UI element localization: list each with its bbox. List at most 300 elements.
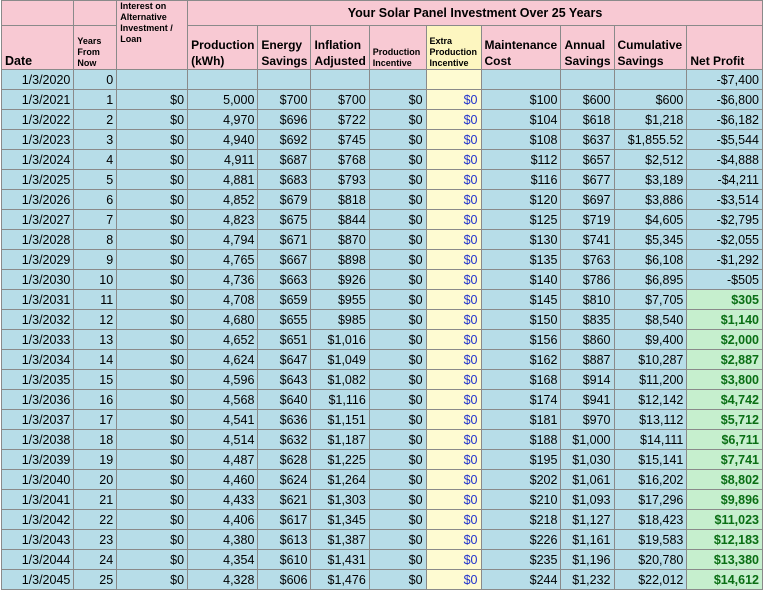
cell-interest[interactable]: $0 — [117, 130, 188, 150]
cell-date[interactable]: 1/3/2024 — [2, 150, 74, 170]
header-maintenance-cost[interactable] — [481, 26, 561, 70]
cell-production[interactable]: 4,460 — [188, 470, 258, 490]
cell-date[interactable]: 1/3/2042 — [2, 510, 74, 530]
cell-net-profit[interactable]: $9,896 — [687, 490, 763, 510]
cell-net-profit[interactable]: -$4,888 — [687, 150, 763, 170]
cell-years[interactable]: 19 — [74, 450, 117, 470]
cell-production[interactable]: 4,852 — [188, 190, 258, 210]
cell-energy-savings[interactable]: $679 — [258, 190, 311, 210]
cell-energy-savings[interactable]: $621 — [258, 490, 311, 510]
cell-maintenance-cost[interactable]: $104 — [481, 110, 561, 130]
cell-interest[interactable]: $0 — [117, 510, 188, 530]
cell-interest[interactable]: $0 — [117, 90, 188, 110]
cell-production[interactable]: 4,514 — [188, 430, 258, 450]
cell-production-incentive[interactable]: $0 — [369, 550, 426, 570]
cell-net-profit[interactable]: $2,000 — [687, 330, 763, 350]
cell-interest[interactable] — [117, 70, 188, 90]
cell-years[interactable]: 10 — [74, 270, 117, 290]
cell-maintenance-cost[interactable]: $150 — [481, 310, 561, 330]
cell-inflation-adjusted[interactable]: $985 — [311, 310, 369, 330]
cell-maintenance-cost[interactable]: $116 — [481, 170, 561, 190]
cell-production-incentive[interactable]: $0 — [369, 450, 426, 470]
cell-maintenance-cost[interactable]: $108 — [481, 130, 561, 150]
header-net-profit[interactable] — [687, 26, 763, 70]
cell-maintenance-cost[interactable]: $120 — [481, 190, 561, 210]
cell-production-incentive[interactable]: $0 — [369, 490, 426, 510]
cell-net-profit[interactable]: $1,140 — [687, 310, 763, 330]
cell-production[interactable]: 4,652 — [188, 330, 258, 350]
cell-maintenance-cost[interactable]: $112 — [481, 150, 561, 170]
cell-production[interactable]: 4,765 — [188, 250, 258, 270]
cell-energy-savings[interactable]: $683 — [258, 170, 311, 190]
cell-date[interactable]: 1/3/2023 — [2, 130, 74, 150]
cell-annual-savings[interactable]: $1,161 — [561, 530, 614, 550]
cell-years[interactable]: 5 — [74, 170, 117, 190]
cell-cumulative-savings[interactable] — [614, 70, 687, 90]
cell-extra-incentive[interactable]: $0 — [426, 130, 481, 150]
cell-inflation-adjusted[interactable]: $793 — [311, 170, 369, 190]
header-extra-production-incentive[interactable] — [426, 26, 481, 70]
cell-inflation-adjusted[interactable]: $1,387 — [311, 530, 369, 550]
cell-energy-savings[interactable]: $687 — [258, 150, 311, 170]
cell-annual-savings[interactable]: $1,030 — [561, 450, 614, 470]
cell-years[interactable]: 0 — [74, 70, 117, 90]
cell-net-profit[interactable]: $12,183 — [687, 530, 763, 550]
cell-inflation-adjusted[interactable]: $844 — [311, 210, 369, 230]
cell-date[interactable]: 1/3/2045 — [2, 570, 74, 590]
cell-production-incentive[interactable]: $0 — [369, 430, 426, 450]
cell-annual-savings[interactable]: $1,093 — [561, 490, 614, 510]
cell-extra-incentive[interactable] — [426, 70, 481, 90]
cell-maintenance-cost[interactable]: $135 — [481, 250, 561, 270]
cell-net-profit[interactable]: $8,802 — [687, 470, 763, 490]
cell-energy-savings[interactable]: $617 — [258, 510, 311, 530]
cell-production-incentive[interactable] — [369, 70, 426, 90]
cell-net-profit[interactable]: $6,711 — [687, 430, 763, 450]
cell-interest[interactable]: $0 — [117, 110, 188, 130]
cell-date[interactable]: 1/3/2043 — [2, 530, 74, 550]
cell-years[interactable]: 7 — [74, 210, 117, 230]
cell-extra-incentive[interactable]: $0 — [426, 390, 481, 410]
cell-net-profit[interactable]: $5,712 — [687, 410, 763, 430]
cell-extra-incentive[interactable]: $0 — [426, 230, 481, 250]
cell-inflation-adjusted[interactable]: $700 — [311, 90, 369, 110]
cell-production-incentive[interactable]: $0 — [369, 250, 426, 270]
cell-maintenance-cost[interactable]: $181 — [481, 410, 561, 430]
cell-years[interactable]: 3 — [74, 130, 117, 150]
header-production-incentive[interactable] — [369, 26, 426, 70]
cell-inflation-adjusted[interactable] — [311, 70, 369, 90]
cell-interest[interactable]: $0 — [117, 410, 188, 430]
cell-inflation-adjusted[interactable]: $926 — [311, 270, 369, 290]
cell-interest[interactable]: $0 — [117, 150, 188, 170]
cell-production-incentive[interactable]: $0 — [369, 190, 426, 210]
cell-production[interactable]: 4,794 — [188, 230, 258, 250]
cell-interest[interactable]: $0 — [117, 470, 188, 490]
cell-interest[interactable]: $0 — [117, 390, 188, 410]
cell-energy-savings[interactable]: $663 — [258, 270, 311, 290]
cell-date[interactable]: 1/3/2031 — [2, 290, 74, 310]
cell-energy-savings[interactable]: $613 — [258, 530, 311, 550]
cell-annual-savings[interactable]: $860 — [561, 330, 614, 350]
cell-date[interactable]: 1/3/2035 — [2, 370, 74, 390]
cell-interest[interactable]: $0 — [117, 430, 188, 450]
header-production[interactable] — [188, 26, 258, 70]
cell-maintenance-cost[interactable]: $244 — [481, 570, 561, 590]
cell-net-profit[interactable]: $2,887 — [687, 350, 763, 370]
cell-net-profit[interactable]: -$1,292 — [687, 250, 763, 270]
cell-maintenance-cost[interactable]: $168 — [481, 370, 561, 390]
cell-energy-savings[interactable]: $655 — [258, 310, 311, 330]
cell-extra-incentive[interactable]: $0 — [426, 110, 481, 130]
cell-net-profit[interactable]: -$2,055 — [687, 230, 763, 250]
cell-inflation-adjusted[interactable]: $1,082 — [311, 370, 369, 390]
cell-years[interactable]: 21 — [74, 490, 117, 510]
cell-date[interactable]: 1/3/2038 — [2, 430, 74, 450]
cell-cumulative-savings[interactable]: $14,111 — [614, 430, 687, 450]
cell-cumulative-savings[interactable]: $600 — [614, 90, 687, 110]
cell-annual-savings[interactable]: $600 — [561, 90, 614, 110]
cell-net-profit[interactable]: $305 — [687, 290, 763, 310]
cell-years[interactable]: 18 — [74, 430, 117, 450]
cell-energy-savings[interactable]: $692 — [258, 130, 311, 150]
cell-extra-incentive[interactable]: $0 — [426, 410, 481, 430]
cell-years[interactable]: 15 — [74, 370, 117, 390]
cell-extra-incentive[interactable]: $0 — [426, 290, 481, 310]
cell-energy-savings[interactable]: $647 — [258, 350, 311, 370]
cell-years[interactable]: 11 — [74, 290, 117, 310]
cell-inflation-adjusted[interactable]: $1,151 — [311, 410, 369, 430]
cell-years[interactable]: 6 — [74, 190, 117, 210]
cell-cumulative-savings[interactable]: $10,287 — [614, 350, 687, 370]
cell-energy-savings[interactable]: $643 — [258, 370, 311, 390]
cell-annual-savings[interactable]: $719 — [561, 210, 614, 230]
cell-net-profit[interactable]: $13,380 — [687, 550, 763, 570]
cell-cumulative-savings[interactable]: $9,400 — [614, 330, 687, 350]
header-date[interactable] — [2, 26, 74, 70]
cell-interest[interactable]: $0 — [117, 550, 188, 570]
cell-production[interactable]: 4,406 — [188, 510, 258, 530]
cell-date[interactable]: 1/3/2044 — [2, 550, 74, 570]
cell-net-profit[interactable]: $11,023 — [687, 510, 763, 530]
cell-production-incentive[interactable]: $0 — [369, 470, 426, 490]
cell-annual-savings[interactable]: $810 — [561, 290, 614, 310]
cell-years[interactable]: 24 — [74, 550, 117, 570]
cell-production[interactable]: 4,708 — [188, 290, 258, 310]
cell-date[interactable]: 1/3/2027 — [2, 210, 74, 230]
cell-annual-savings[interactable]: $741 — [561, 230, 614, 250]
cell-years[interactable]: 8 — [74, 230, 117, 250]
cell-energy-savings[interactable]: $696 — [258, 110, 311, 130]
cell-net-profit[interactable]: -$7,400 — [687, 70, 763, 90]
cell-cumulative-savings[interactable]: $2,512 — [614, 150, 687, 170]
cell-annual-savings[interactable]: $1,232 — [561, 570, 614, 590]
cell-maintenance-cost[interactable]: $218 — [481, 510, 561, 530]
cell-cumulative-savings[interactable]: $8,540 — [614, 310, 687, 330]
cell-energy-savings[interactable]: $610 — [258, 550, 311, 570]
cell-interest[interactable]: $0 — [117, 570, 188, 590]
cell-maintenance-cost[interactable]: $130 — [481, 230, 561, 250]
cell-extra-incentive[interactable]: $0 — [426, 310, 481, 330]
cell-extra-incentive[interactable]: $0 — [426, 510, 481, 530]
cell-years[interactable]: 16 — [74, 390, 117, 410]
cell-inflation-adjusted[interactable]: $898 — [311, 250, 369, 270]
cell-production-incentive[interactable]: $0 — [369, 510, 426, 530]
cell-cumulative-savings[interactable]: $13,112 — [614, 410, 687, 430]
cell-inflation-adjusted[interactable]: $1,303 — [311, 490, 369, 510]
cell-annual-savings[interactable]: $618 — [561, 110, 614, 130]
cell-cumulative-savings[interactable]: $1,855.52 — [614, 130, 687, 150]
cell-cumulative-savings[interactable]: $19,583 — [614, 530, 687, 550]
cell-extra-incentive[interactable]: $0 — [426, 250, 481, 270]
cell-extra-incentive[interactable]: $0 — [426, 450, 481, 470]
cell-net-profit[interactable]: -$5,544 — [687, 130, 763, 150]
cell-maintenance-cost[interactable]: $174 — [481, 390, 561, 410]
cell-annual-savings[interactable]: $914 — [561, 370, 614, 390]
cell-cumulative-savings[interactable]: $6,108 — [614, 250, 687, 270]
cell-production-incentive[interactable]: $0 — [369, 230, 426, 250]
cell-production-incentive[interactable]: $0 — [369, 110, 426, 130]
cell-annual-savings[interactable]: $697 — [561, 190, 614, 210]
cell-inflation-adjusted[interactable]: $870 — [311, 230, 369, 250]
cell-energy-savings[interactable]: $632 — [258, 430, 311, 450]
cell-production-incentive[interactable]: $0 — [369, 150, 426, 170]
cell-years[interactable]: 4 — [74, 150, 117, 170]
cell-maintenance-cost[interactable]: $140 — [481, 270, 561, 290]
cell-production-incentive[interactable]: $0 — [369, 530, 426, 550]
cell-net-profit[interactable]: -$2,795 — [687, 210, 763, 230]
cell-energy-savings[interactable] — [258, 70, 311, 90]
cell-years[interactable]: 23 — [74, 530, 117, 550]
cell-maintenance-cost[interactable]: $125 — [481, 210, 561, 230]
cell-net-profit[interactable]: -$505 — [687, 270, 763, 290]
cell-years[interactable]: 25 — [74, 570, 117, 590]
cell-interest[interactable]: $0 — [117, 490, 188, 510]
cell-cumulative-savings[interactable]: $12,142 — [614, 390, 687, 410]
cell-extra-incentive[interactable]: $0 — [426, 150, 481, 170]
cell-inflation-adjusted[interactable]: $818 — [311, 190, 369, 210]
cell-production[interactable]: 4,380 — [188, 530, 258, 550]
cell-net-profit[interactable]: $7,741 — [687, 450, 763, 470]
cell-cumulative-savings[interactable]: $3,886 — [614, 190, 687, 210]
cell-extra-incentive[interactable]: $0 — [426, 550, 481, 570]
cell-maintenance-cost[interactable] — [481, 70, 561, 90]
cell-inflation-adjusted[interactable]: $1,264 — [311, 470, 369, 490]
cell-date[interactable]: 1/3/2041 — [2, 490, 74, 510]
cell-energy-savings[interactable]: $700 — [258, 90, 311, 110]
cell-inflation-adjusted[interactable]: $745 — [311, 130, 369, 150]
cell-production[interactable]: 4,487 — [188, 450, 258, 470]
cell-years[interactable]: 20 — [74, 470, 117, 490]
cell-production-incentive[interactable]: $0 — [369, 410, 426, 430]
cell-date[interactable]: 1/3/2036 — [2, 390, 74, 410]
cell-date[interactable]: 1/3/2029 — [2, 250, 74, 270]
cell-years[interactable]: 17 — [74, 410, 117, 430]
cell-annual-savings[interactable]: $763 — [561, 250, 614, 270]
cell-extra-incentive[interactable]: $0 — [426, 90, 481, 110]
cell-annual-savings[interactable]: $657 — [561, 150, 614, 170]
cell-date[interactable]: 1/3/2030 — [2, 270, 74, 290]
cell-date[interactable]: 1/3/2032 — [2, 310, 74, 330]
cell-production[interactable]: 4,328 — [188, 570, 258, 590]
cell-energy-savings[interactable]: $675 — [258, 210, 311, 230]
cell-production[interactable]: 4,736 — [188, 270, 258, 290]
cell-maintenance-cost[interactable]: $162 — [481, 350, 561, 370]
cell-annual-savings[interactable]: $1,061 — [561, 470, 614, 490]
cell-production[interactable]: 4,541 — [188, 410, 258, 430]
cell-extra-incentive[interactable]: $0 — [426, 570, 481, 590]
cell-production[interactable]: 5,000 — [188, 90, 258, 110]
cell-maintenance-cost[interactable]: $226 — [481, 530, 561, 550]
header-interest[interactable] — [117, 1, 188, 70]
cell-date[interactable]: 1/3/2025 — [2, 170, 74, 190]
cell-inflation-adjusted[interactable]: $955 — [311, 290, 369, 310]
cell-maintenance-cost[interactable]: $235 — [481, 550, 561, 570]
cell-cumulative-savings[interactable]: $15,141 — [614, 450, 687, 470]
cell-maintenance-cost[interactable]: $195 — [481, 450, 561, 470]
cell-production-incentive[interactable]: $0 — [369, 570, 426, 590]
cell-cumulative-savings[interactable]: $1,218 — [614, 110, 687, 130]
cell-interest[interactable]: $0 — [117, 530, 188, 550]
cell-interest[interactable]: $0 — [117, 190, 188, 210]
cell-interest[interactable]: $0 — [117, 310, 188, 330]
cell-production[interactable]: 4,680 — [188, 310, 258, 330]
cell-years[interactable]: 13 — [74, 330, 117, 350]
cell-interest[interactable]: $0 — [117, 370, 188, 390]
header-energy-savings[interactable] — [258, 26, 311, 70]
cell-energy-savings[interactable]: $651 — [258, 330, 311, 350]
cell-production-incentive[interactable]: $0 — [369, 290, 426, 310]
cell-net-profit[interactable]: -$3,514 — [687, 190, 763, 210]
cell-inflation-adjusted[interactable]: $1,016 — [311, 330, 369, 350]
cell-net-profit[interactable]: -$6,800 — [687, 90, 763, 110]
cell-energy-savings[interactable]: $667 — [258, 250, 311, 270]
cell-interest[interactable]: $0 — [117, 270, 188, 290]
cell-energy-savings[interactable]: $628 — [258, 450, 311, 470]
cell-production-incentive[interactable]: $0 — [369, 330, 426, 350]
cell-cumulative-savings[interactable]: $16,202 — [614, 470, 687, 490]
cell-interest[interactable]: $0 — [117, 250, 188, 270]
cell-annual-savings[interactable]: $786 — [561, 270, 614, 290]
cell-date[interactable]: 1/3/2022 — [2, 110, 74, 130]
cell-net-profit[interactable]: $3,800 — [687, 370, 763, 390]
cell-years[interactable]: 22 — [74, 510, 117, 530]
cell-production-incentive[interactable]: $0 — [369, 90, 426, 110]
header-inflation-adjusted[interactable] — [311, 26, 369, 70]
cell-annual-savings[interactable]: $835 — [561, 310, 614, 330]
cell-production-incentive[interactable]: $0 — [369, 350, 426, 370]
cell-years[interactable]: 1 — [74, 90, 117, 110]
cell-net-profit[interactable]: $14,612 — [687, 570, 763, 590]
cell-years[interactable]: 2 — [74, 110, 117, 130]
cell-production-incentive[interactable]: $0 — [369, 370, 426, 390]
cell-maintenance-cost[interactable]: $202 — [481, 470, 561, 490]
cell-annual-savings[interactable]: $970 — [561, 410, 614, 430]
cell-years[interactable]: 9 — [74, 250, 117, 270]
cell-production[interactable] — [188, 70, 258, 90]
cell-date[interactable]: 1/3/2040 — [2, 470, 74, 490]
cell-production[interactable]: 4,911 — [188, 150, 258, 170]
cell-extra-incentive[interactable]: $0 — [426, 350, 481, 370]
cell-inflation-adjusted[interactable]: $1,116 — [311, 390, 369, 410]
cell-production-incentive[interactable]: $0 — [369, 270, 426, 290]
cell-energy-savings[interactable]: $640 — [258, 390, 311, 410]
cell-cumulative-savings[interactable]: $3,189 — [614, 170, 687, 190]
cell-interest[interactable]: $0 — [117, 210, 188, 230]
cell-extra-incentive[interactable]: $0 — [426, 330, 481, 350]
cell-interest[interactable]: $0 — [117, 290, 188, 310]
cell-cumulative-savings[interactable]: $6,895 — [614, 270, 687, 290]
cell-energy-savings[interactable]: $636 — [258, 410, 311, 430]
cell-extra-incentive[interactable]: $0 — [426, 470, 481, 490]
cell-annual-savings[interactable]: $1,000 — [561, 430, 614, 450]
cell-production[interactable]: 4,354 — [188, 550, 258, 570]
cell-cumulative-savings[interactable]: $22,012 — [614, 570, 687, 590]
cell-maintenance-cost[interactable]: $145 — [481, 290, 561, 310]
cell-extra-incentive[interactable]: $0 — [426, 210, 481, 230]
cell-energy-savings[interactable]: $671 — [258, 230, 311, 250]
cell-interest[interactable]: $0 — [117, 450, 188, 470]
cell-production[interactable]: 4,881 — [188, 170, 258, 190]
cell-maintenance-cost[interactable]: $210 — [481, 490, 561, 510]
cell-inflation-adjusted[interactable]: $1,345 — [311, 510, 369, 530]
cell-inflation-adjusted[interactable]: $1,225 — [311, 450, 369, 470]
cell-date[interactable]: 1/3/2039 — [2, 450, 74, 470]
cell-production[interactable]: 4,433 — [188, 490, 258, 510]
cell-cumulative-savings[interactable]: $4,605 — [614, 210, 687, 230]
cell-maintenance-cost[interactable]: $156 — [481, 330, 561, 350]
cell-maintenance-cost[interactable]: $188 — [481, 430, 561, 450]
cell-date[interactable]: 1/3/2037 — [2, 410, 74, 430]
cell-cumulative-savings[interactable]: $11,200 — [614, 370, 687, 390]
cell-net-profit[interactable]: $4,742 — [687, 390, 763, 410]
cell-years[interactable]: 14 — [74, 350, 117, 370]
cell-production[interactable]: 4,624 — [188, 350, 258, 370]
cell-energy-savings[interactable]: $659 — [258, 290, 311, 310]
cell-inflation-adjusted[interactable]: $722 — [311, 110, 369, 130]
cell-interest[interactable]: $0 — [117, 230, 188, 250]
cell-interest[interactable]: $0 — [117, 170, 188, 190]
cell-cumulative-savings[interactable]: $20,780 — [614, 550, 687, 570]
cell-cumulative-savings[interactable]: $17,296 — [614, 490, 687, 510]
cell-interest[interactable]: $0 — [117, 350, 188, 370]
cell-annual-savings[interactable]: $677 — [561, 170, 614, 190]
header-years-from-now[interactable] — [74, 26, 117, 70]
cell-extra-incentive[interactable]: $0 — [426, 530, 481, 550]
cell-production-incentive[interactable]: $0 — [369, 310, 426, 330]
cell-date[interactable]: 1/3/2020 — [2, 70, 74, 90]
cell-production-incentive[interactable]: $0 — [369, 170, 426, 190]
cell-maintenance-cost[interactable]: $100 — [481, 90, 561, 110]
cell-energy-savings[interactable]: $624 — [258, 470, 311, 490]
cell-extra-incentive[interactable]: $0 — [426, 370, 481, 390]
cell-net-profit[interactable]: -$4,211 — [687, 170, 763, 190]
cell-extra-incentive[interactable]: $0 — [426, 190, 481, 210]
cell-net-profit[interactable]: -$6,182 — [687, 110, 763, 130]
cell-annual-savings[interactable] — [561, 70, 614, 90]
cell-production[interactable]: 4,823 — [188, 210, 258, 230]
cell-inflation-adjusted[interactable]: $1,476 — [311, 570, 369, 590]
cell-years[interactable]: 12 — [74, 310, 117, 330]
cell-annual-savings[interactable]: $1,127 — [561, 510, 614, 530]
cell-production[interactable]: 4,596 — [188, 370, 258, 390]
cell-cumulative-savings[interactable]: $7,705 — [614, 290, 687, 310]
cell-production-incentive[interactable]: $0 — [369, 130, 426, 150]
cell-extra-incentive[interactable]: $0 — [426, 430, 481, 450]
cell-date[interactable]: 1/3/2028 — [2, 230, 74, 250]
cell-production[interactable]: 4,568 — [188, 390, 258, 410]
cell-date[interactable]: 1/3/2021 — [2, 90, 74, 110]
